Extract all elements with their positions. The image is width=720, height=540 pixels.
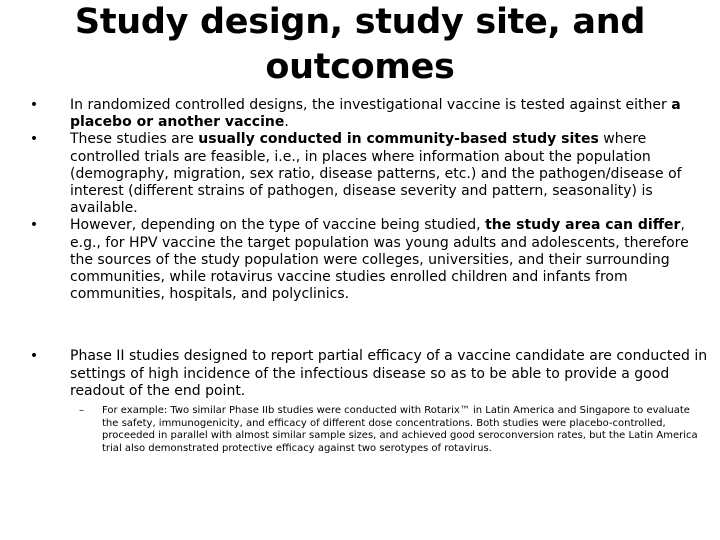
bullet-item-study-sites [0, 131, 720, 217]
bullet-item-randomized-designs [0, 97, 720, 131]
slide-title: Study design, study site, and outcomes [74, 2, 646, 87]
bullet-text: These studies are usually conducted in community-based study sites where controlled trials are feasible, i.e., in places where information about the population (demography, migration, sex ratio, disease patterns, etc.) and the pathogen/disease of interest (different strains of pathogen, disease severity and pattern, seasonality) is available. [70, 131, 682, 217]
bullet-marker: • [29, 97, 39, 113]
bullet-marker: • [29, 131, 39, 148]
bullet-text: In randomized controlled designs, the investigational vaccine is tested against either a placebo or another vaccine. [70, 97, 681, 131]
bullet-text: Phase II studies designed to report partial efficacy of a vaccine candidate are conducted in settings of high incidence of the infectious disease so as to be able to provide a good readout of the end point. [70, 348, 708, 399]
bullet-item-study-area [0, 217, 720, 303]
bullet-marker: • [29, 217, 39, 234]
bullet-marker: • [29, 348, 39, 365]
bullet-text: However, depending on the type of vaccine being studied, the study area can differ, e.g., for HPV vaccine the target population was young adults and adolescents, therefore the sources of the study population were colleges, universities, and their surrounding communities, while rotavirus vaccine studies enrolled children and infants from communities, hospitals, and polyclinics. [70, 217, 689, 303]
bullet-list [0, 97, 720, 455]
bullet-item-phase-ii [0, 348, 720, 400]
sub-bullet-text: For example: Two similar Phase IIb studies were conducted with Rotarix™ in Latin America and Singapore to evaluate the safety, immunogenicity, and efficacy of different dose concentrations. Both studies were placebo-controlled, proceeded in parallel with almost similar sample sizes, and achieved good seroconversion rates, but the Latin America trial also demonstrated protective efficacy against two serotypes of rotavirus. [102, 405, 698, 454]
bold-phrase: a placebo or another vaccine [70, 97, 681, 131]
sub-bullet-marker: – [79, 405, 84, 417]
bold-phrase: the study area can differ [485, 217, 681, 234]
bold-phrase: usually conducted in community-based study sites [198, 131, 599, 148]
sub-bullet-rotarix-example [0, 405, 720, 455]
